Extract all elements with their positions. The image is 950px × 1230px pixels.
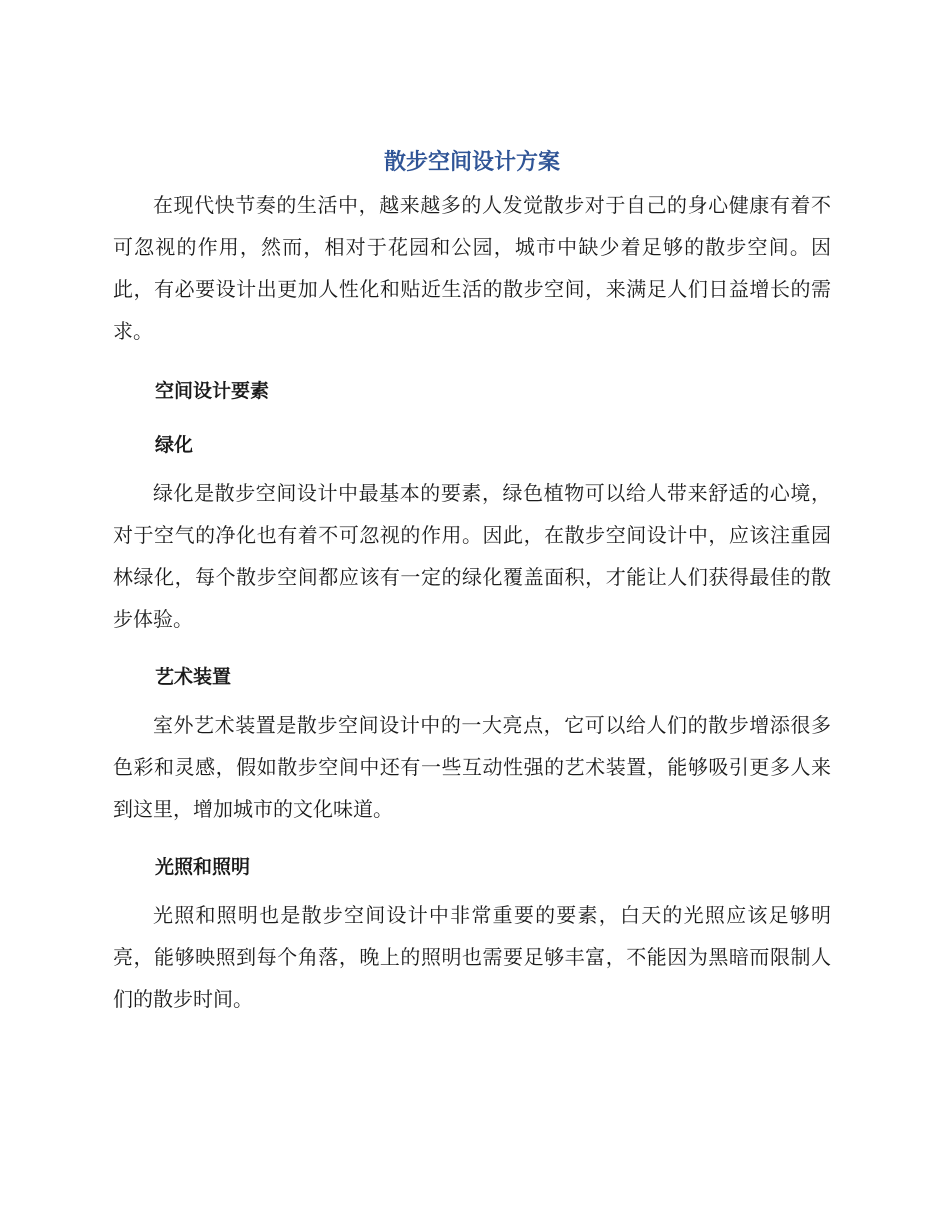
spacer (113, 352, 831, 376)
document-page (113, 146, 831, 1020)
subheading-greening: 绿化 (155, 434, 194, 456)
spacer (113, 830, 831, 852)
spacer (113, 640, 831, 662)
section-heading: 空间设计要素 (155, 380, 270, 402)
paragraph-lighting: 光照和照明也是散步空间设计中非常重要的要素，白天的光照应该足够明亮，能够映照到每个角落，晚上的照明也需要足够丰富，不能因为黑暗而限制人们的散步时间。 (113, 903, 831, 1011)
spacer (113, 406, 831, 430)
subheading-art-installation: 艺术装置 (155, 666, 232, 688)
paragraph-greening: 绿化是散步空间设计中最基本的要素，绿色植物可以给人带来舒适的心境，对于空气的净化也有着不可忽视的作用。因此，在散步空间设计中，应该注重园林绿化，每个散步空间都应该有一定的绿化覆盖面积，才能让人们获得最佳的散步体验。 (113, 481, 831, 631)
subheading-lighting: 光照和照明 (155, 856, 251, 878)
spacer (113, 692, 831, 704)
paragraph-art-installation: 室外艺术装置是散步空间设计中的一大亮点，它可以给人们的散步增添很多色彩和灵感，假如散步空间中还有一些互动性强的艺术装置，能够吸引更多人来到这里，增加城市的文化味道。 (113, 713, 831, 821)
spacer (113, 882, 831, 894)
intro-paragraph: 在现代快节奏的生活中，越来越多的人发觉散步对于自己的身心健康有着不可忽视的作用，然而，相对于花园和公园，城市中缺少着足够的散步空间。因此，有必要设计出更加人性化和贴近生活的散步空间，来满足人们日益增长的需求。 (113, 193, 831, 343)
document-title: 散步空间设计方案 (383, 150, 560, 175)
spacer (113, 460, 831, 472)
